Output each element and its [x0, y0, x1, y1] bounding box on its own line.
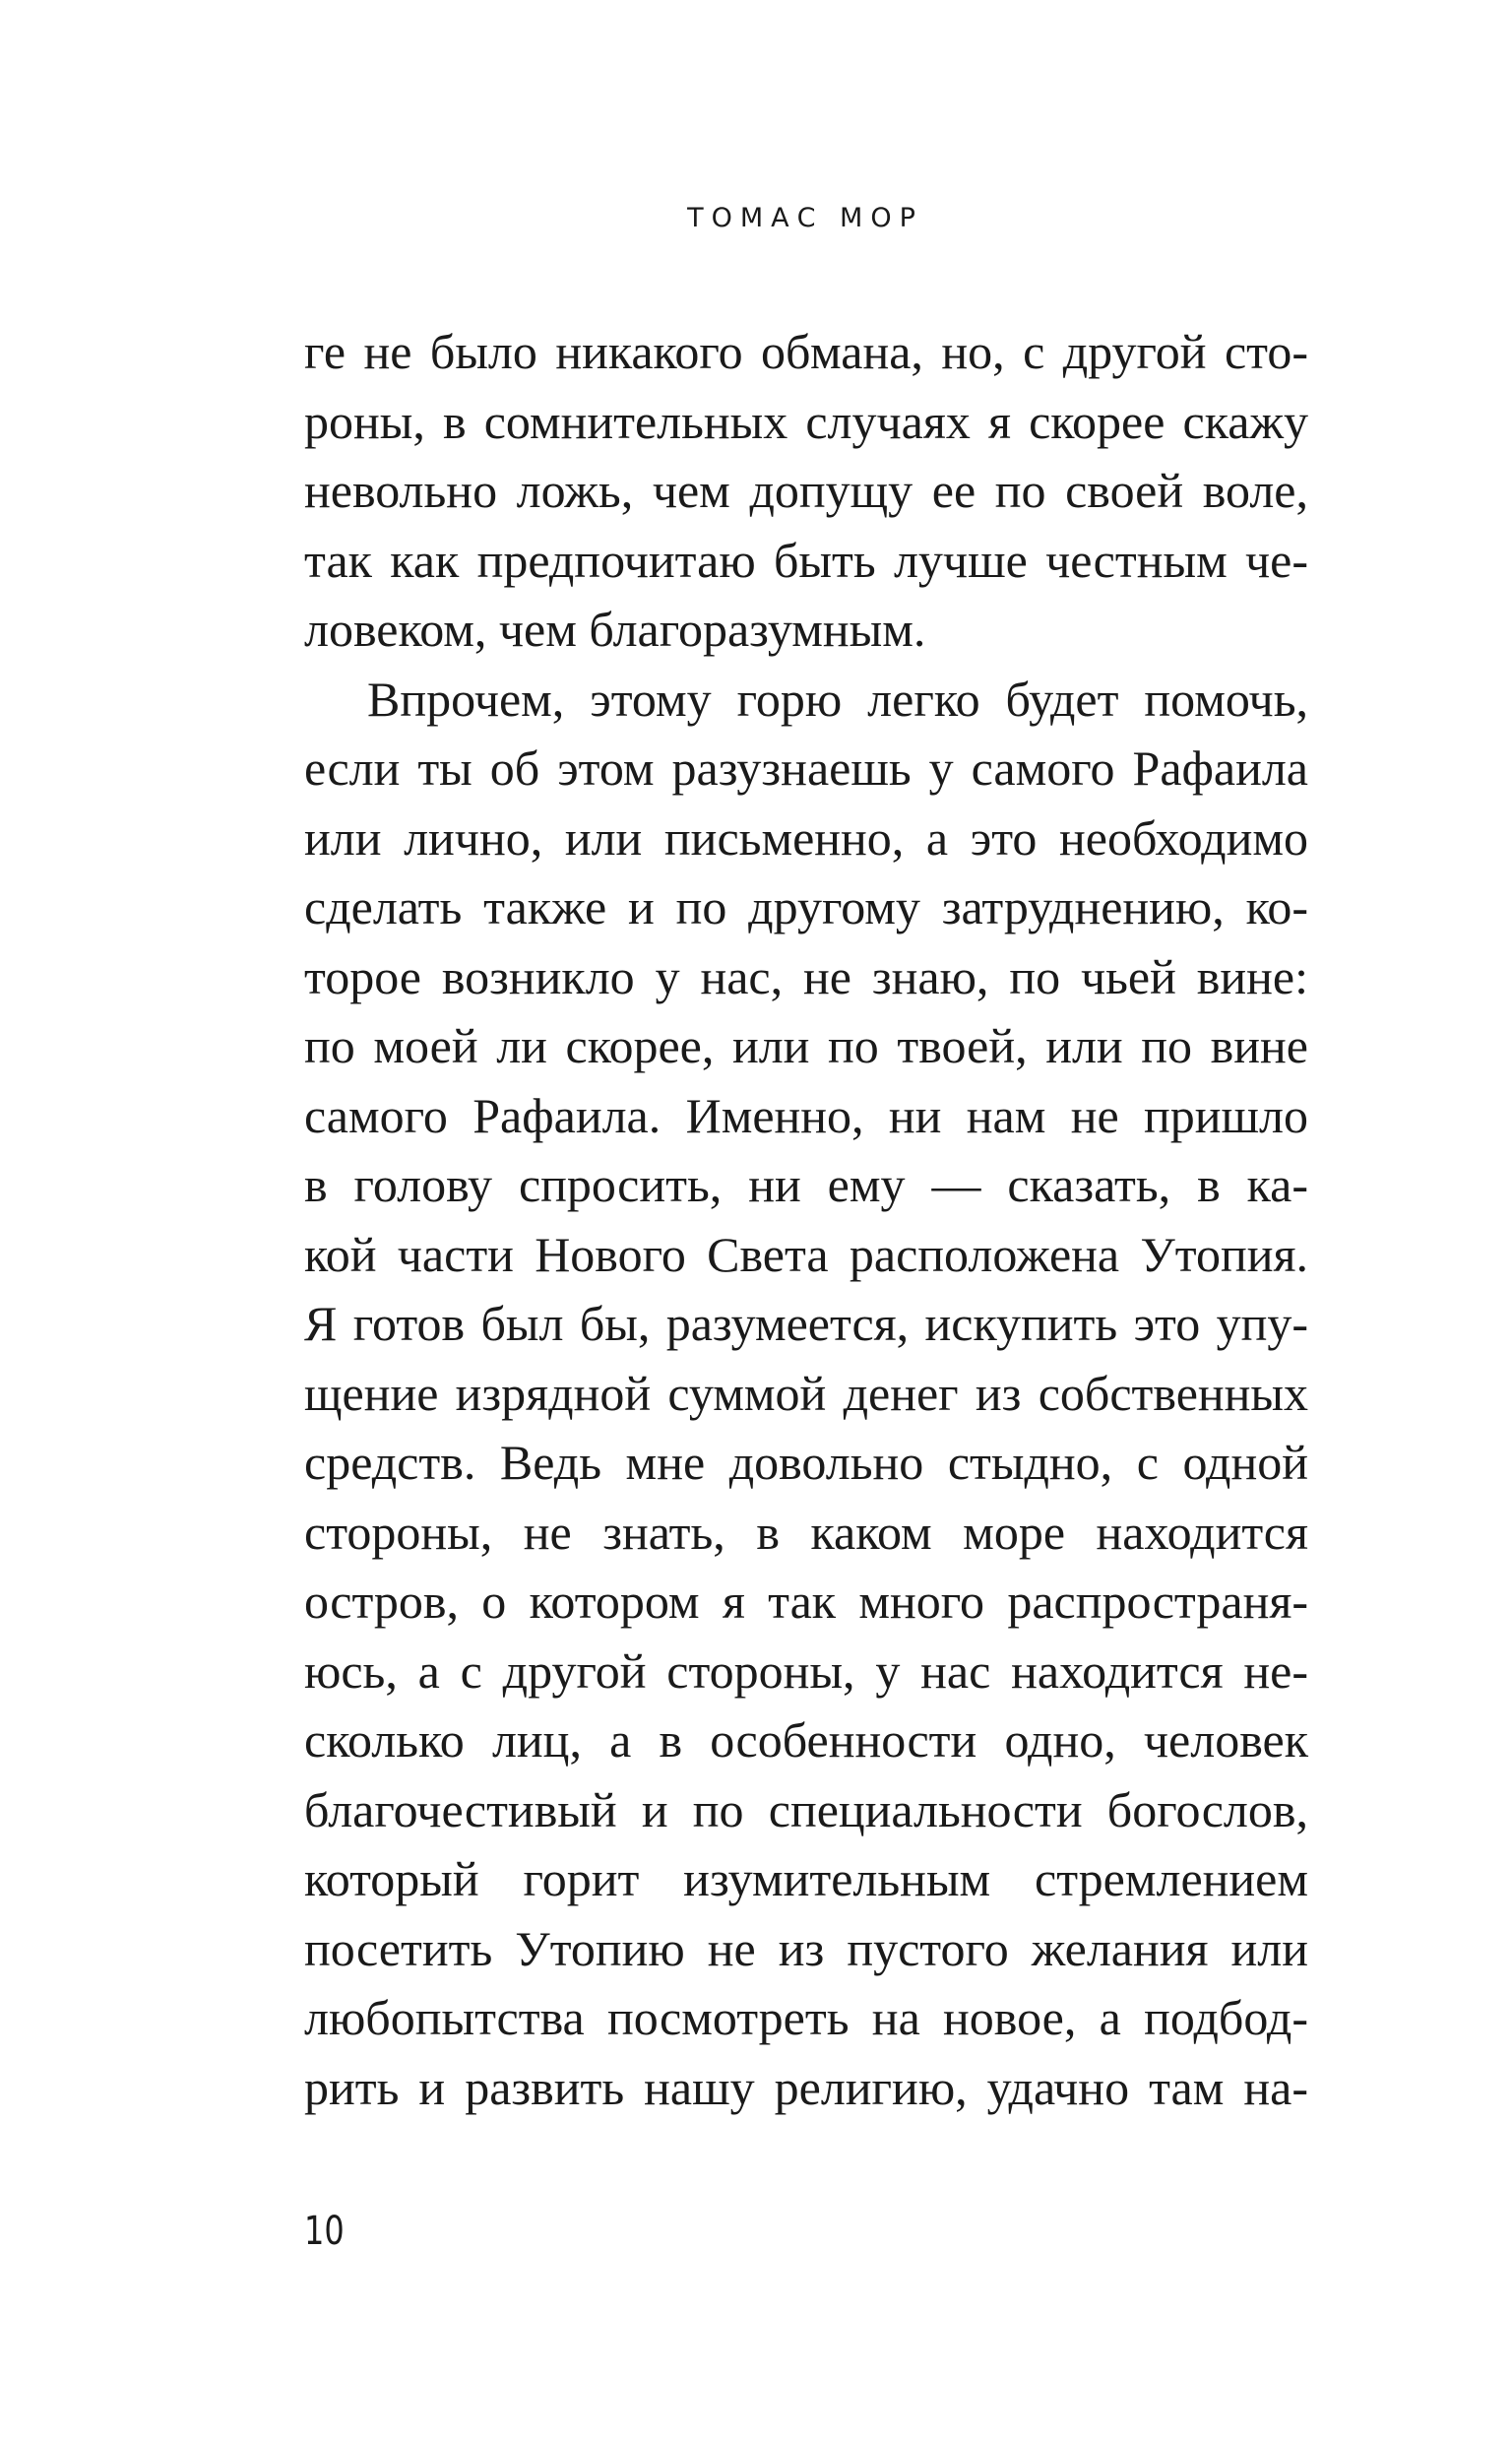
text-line: сделать также и по другому затруднению, ко- [304, 879, 1308, 934]
text-line: любопытства посмотреть на новое, а подбод- [304, 1990, 1308, 2045]
text-line: Впрочем, этому горю легко будет помочь, [367, 671, 1308, 727]
text-line: сколько лиц, а в особенности одно, человек [304, 1712, 1308, 1768]
text-line: невольно ложь, чем допущу ее по своей воле, [304, 463, 1308, 518]
text-line: роны, в сомнительных случаях я скорее скажу [304, 393, 1308, 449]
text-line: ловеком, чем благоразумным. [304, 602, 926, 657]
page-number: 10 [304, 2209, 345, 2254]
text-line: юсь, а с другой стороны, у нас находится не- [304, 1642, 1308, 1699]
text-line: в голову спросить, ни ему — сказать, в ка- [304, 1157, 1308, 1212]
text-line: остров, о котором я так много распространя- [304, 1574, 1308, 1629]
paragraph-2 [304, 665, 1308, 2123]
running-head-author: ТОМАС МОР [687, 203, 923, 233]
text-line: так как предпочитаю быть лучше честным че- [304, 532, 1308, 588]
body-text [304, 317, 1308, 2122]
text-line: который горит изумительным стремлением [304, 1851, 1308, 1906]
text-line: если ты об этом разузнаешь у самого Рафаила [304, 740, 1308, 796]
text-line: торое возникло у нас, не знаю, по чьей вине: [304, 948, 1308, 1004]
text-line: или лично, или письменно, а это необходимо [304, 809, 1308, 866]
paragraph-1 [304, 317, 1308, 665]
text-line: рить и развить нашу религию, удачно там на- [304, 2059, 1308, 2115]
text-line: средств. Ведь мне довольно стыдно, с одной [304, 1435, 1308, 1490]
text-line: по моей ли скорее, или по твоей, или по вине [304, 1018, 1308, 1073]
text-line: посетить Утопию не из пустого желания или [304, 1920, 1308, 1976]
text-line: кой части Нового Света расположена Утопия. [304, 1226, 1308, 1282]
text-line: самого Рафаила. Именно, ни нам не пришло [304, 1087, 1308, 1143]
text-line: благочестивый и по специальности богослов, [304, 1781, 1308, 1837]
text-line: Я готов был бы, разумеется, искупить это упу- [304, 1296, 1308, 1351]
text-line: ге не было никакого обмана, но, с другой сто- [304, 324, 1308, 379]
text-line: щение изрядной суммой денег из собственных [304, 1365, 1308, 1421]
text-line: стороны, не знать, в каком море находится [304, 1504, 1308, 1560]
